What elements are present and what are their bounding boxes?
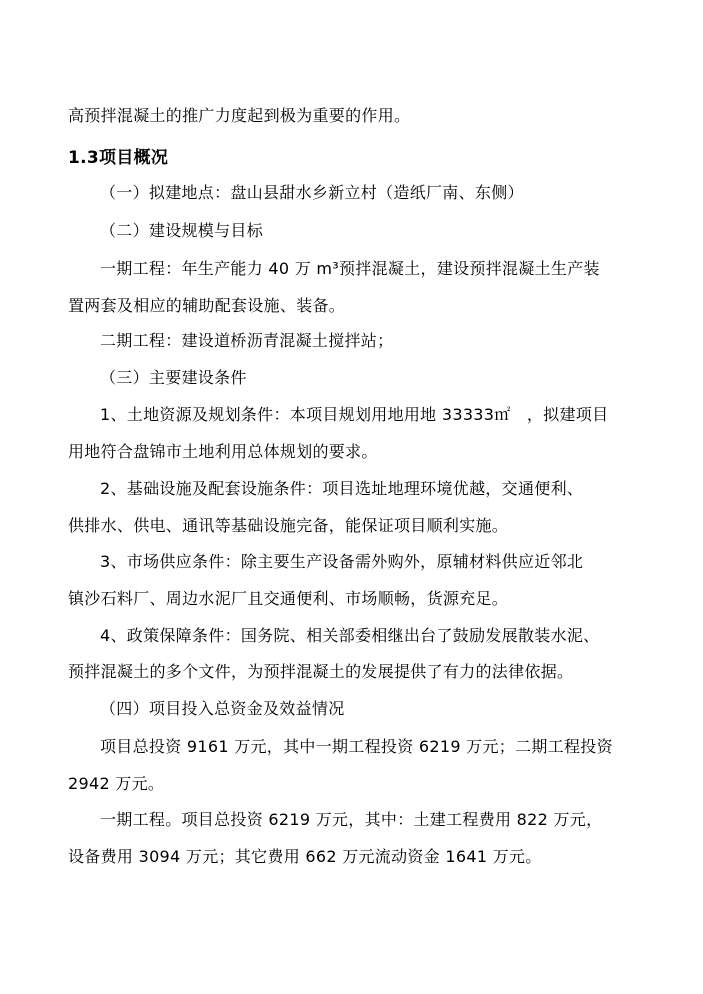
condition2-line-1: 2、基础设施及配套设施条件：项目选址地理环境优越，交通便利、 <box>100 479 584 498</box>
investment-line-2: 2942 万元。 <box>68 774 165 793</box>
condition1-line-2: 用地符合盘锦市土地利用总体规划的要求。 <box>68 442 378 461</box>
section-heading: 1.3项目概况 <box>68 148 169 168</box>
phase2-line: 二期工程：建设道桥沥青混凝土搅拌站； <box>100 331 394 350</box>
condition1-line-1: 1、土地资源及规划条件：本项目规划用地用地 33333㎡ ，拟建项目 <box>100 405 609 424</box>
condition3-line-1: 3、市场供应条件：除主要生产设备需外购外，原辅材料供应近邻北 <box>100 552 584 571</box>
item-conditions: （三）主要建设条件 <box>100 368 247 387</box>
investment-line-1: 项目总投资 9161 万元，其中一期工程投资 6219 万元；二期工程投资 <box>100 737 613 756</box>
item-location: （一）拟建地点：盘山县甜水乡新立村（造纸厂南、东侧） <box>100 183 524 202</box>
item-scale: （二）建设规模与目标 <box>100 221 264 240</box>
phase1-line-2: 置两套及相应的辅助配套设施、装备。 <box>68 296 346 315</box>
condition3-line-2: 镇沙石料厂、周边水泥厂且交通便利、市场顺畅，货源充足。 <box>68 589 509 608</box>
phase1-cost-line-2: 设备费用 3094 万元；其它费用 662 万元流动资金 1641 万元。 <box>68 847 542 866</box>
item-investment: （四）项目投入总资金及效益情况 <box>100 699 345 718</box>
intro-line: 高预拌混凝土的推广力度起到极为重要的作用。 <box>68 106 411 125</box>
condition2-line-2: 供排水、供电、通讯等基础设施完备，能保证项目顺利实施。 <box>68 516 509 535</box>
phase1-cost-line-1: 一期工程。项目总投资 6219 万元，其中：土建工程费用 822 万元， <box>100 810 603 829</box>
phase1-line-1: 一期工程：年生产能力 40 万 m³预拌混凝土，建设预拌混凝土生产装 <box>100 259 600 278</box>
condition4-line-1: 4、政策保障条件：国务院、相关部委相继出台了鼓励发展散装水泥、 <box>100 626 600 645</box>
condition4-line-2: 预拌混凝土的多个文件，为预拌混凝土的发展提供了有力的法律依据。 <box>68 662 574 681</box>
